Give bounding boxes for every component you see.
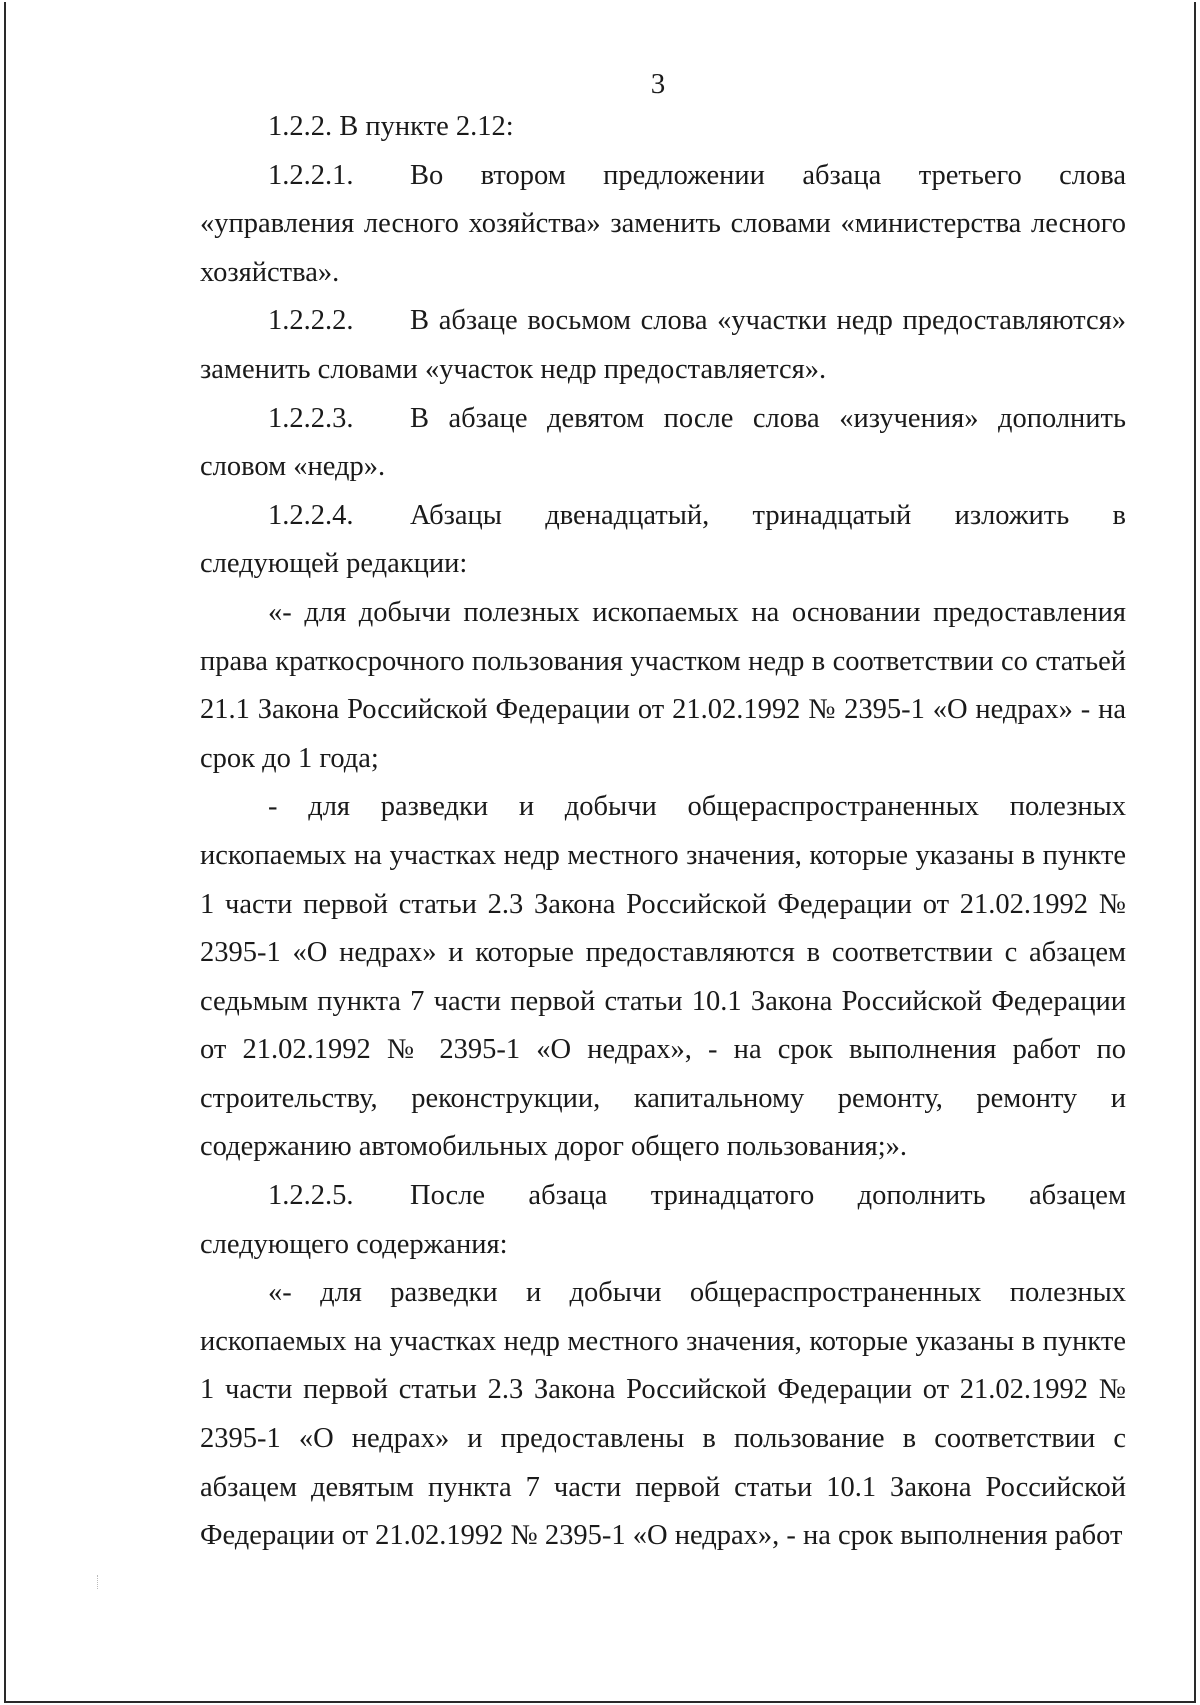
page-number: 3 [650,68,666,100]
paragraph-number: 1.2.2.4. [268,499,354,531]
paragraph-number: 1.2.2.5. [268,1180,354,1212]
paragraph-number: 1.2.2.3. [268,402,354,434]
paragraph-1-2-2-4 [200,492,1126,589]
paragraph-1-2-2-2 [200,297,1126,394]
paragraph-number: 1.2.2.2. [268,305,354,337]
paragraph-number: 1.2.2.1. [268,159,354,191]
paragraph-1-2-2 [200,103,1126,152]
paragraph-1-2-2-5 [200,1172,1126,1269]
paragraph-text: Абзацы двенадцатый, тринадцатый изложить в следующей редакции: [200,499,1126,580]
paragraph-1-2-2-3 [200,395,1126,492]
paragraph-text: В абзаце девятом после слова «изучения» дополнить словом «недр». [200,402,1126,483]
paragraph-text: 1.2.2. В пункте 2.12: [268,111,514,142]
paragraph-text: В абзаце восьмом слова «участки недр предоставляются» заменить словами «участок недр предоставляется». [200,305,1126,385]
quoted-paragraph-new [200,1269,1126,1561]
quoted-paragraph-road-works [200,783,1126,1172]
paragraph-text: После абзаца тринадцатого дополнить абзацем следующего содержания: [200,1180,1126,1260]
quoted-paragraph-short-term [200,589,1126,783]
paragraph-1-2-2-1 [200,152,1126,298]
paragraph-text: «- для добычи полезных ископаемых на основании предоставления права краткосрочного пользования участком недр в соответствии со статьей 21.1 Закона Российской Федерации от 21.02.1992 № 2395-1 «О недрах» - на срок до 1 года; [200,596,1126,774]
scan-artifact [97,1575,100,1589]
paragraph-text: Во втором предложении абзаца третьего слова «управления лесного хозяйства» заменить словами «министерства лесного хозяйства». [200,159,1126,288]
paragraph-text: «- для разведки и добычи общераспространенных полезных ископаемых на участках недр местного значения, которые указаны в пункте 1 части первой статьи 2.3 Закона Российской Федерации от 21.02.1992 № 2395-1 «О недрах» и предоставлены в пользование в соответствии с абзацем девятым пункта 7 части первой статьи 10.1 Закона Российской Федерации от 21.02.1992 № 2395-1 «О недрах», - на срок выполнения работ [200,1277,1126,1552]
document-body [200,103,1126,1561]
paragraph-text: - для разведки и добычи общераспространенных полезных ископаемых на участках недр местного значения, которые указаны в пункте 1 части первой статьи 2.3 Закона Российской Федерации от 21.02.1992 № 2395-1 «О недрах» и которые предоставляются в соответствии с абзацем седьмым пункта 7 части первой статьи 10.1 Закона Российской Федерации от 21.02.1992 № 2395-1 «О недрах», - на срок выполнения работ по строительству, реконструкции, капитальному ремонту, ремонту и содержанию автомобильных дорог общего пользования;». [200,791,1126,1163]
